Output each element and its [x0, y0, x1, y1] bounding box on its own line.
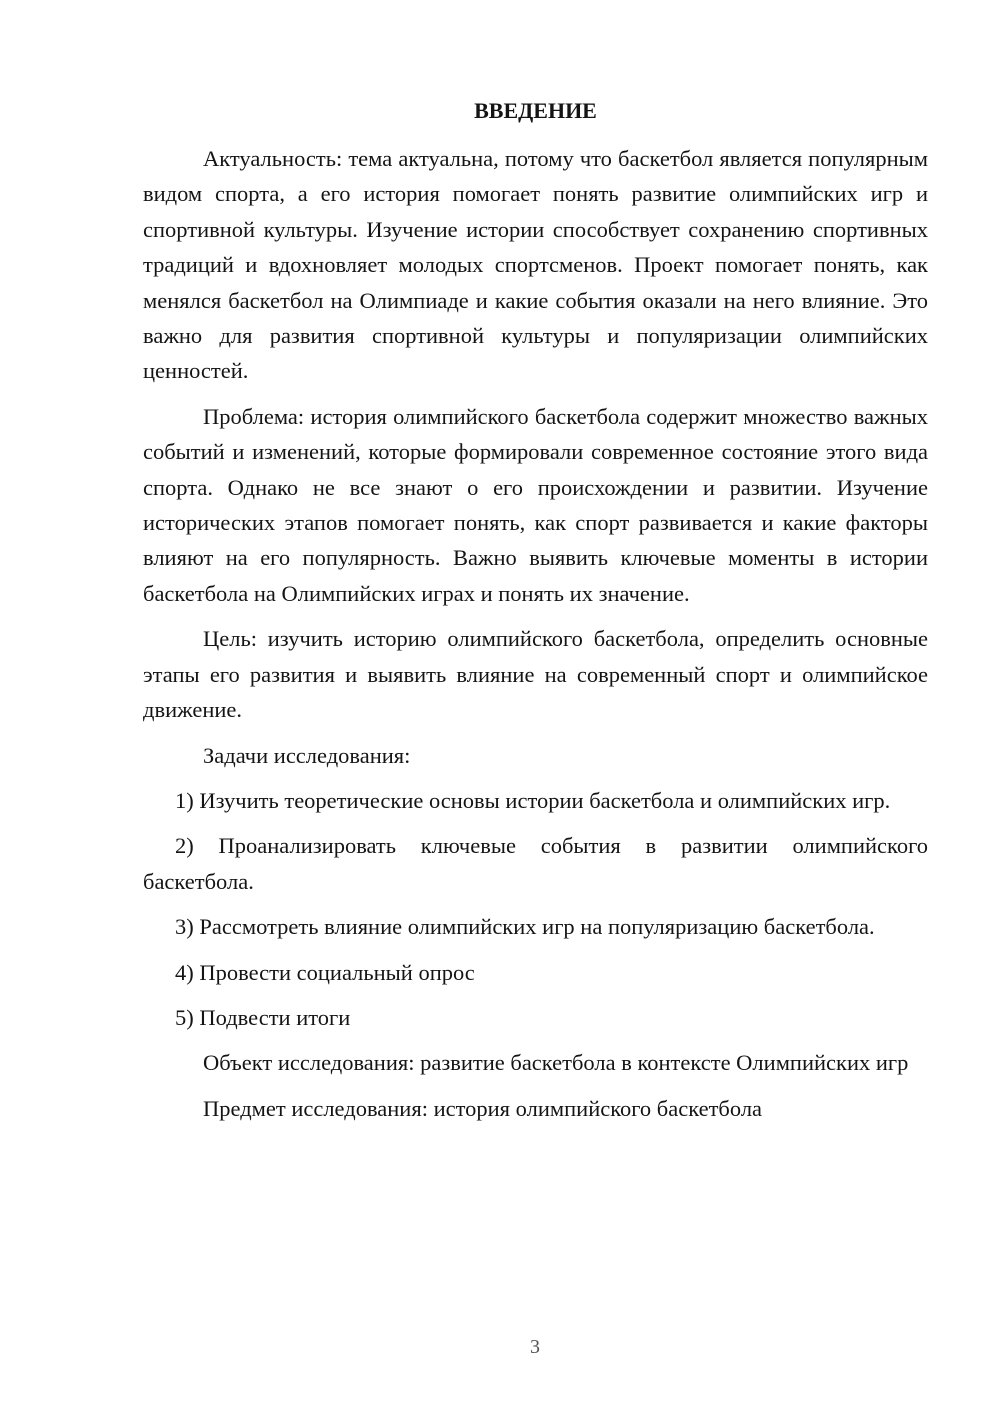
page-number: 3: [530, 1336, 540, 1358]
tasks-title: Задачи исследования:: [203, 742, 411, 768]
paragraph-relevance: Актуальность: тема актуальна, потому что баскетбол является популярным видом спорта, а его история помогает понять развитие олимпийских игр и спортивной культуры. Изучение истории способствует сохранению спортивных традиций и вдохновляет молодых спортсменов. Проект помогает понять, как менялся баскетбол на Олимпиаде и какие события оказали на него влияние. Это важно для развития спортивной культуры и популяризации олимпийских ценностей.: [143, 146, 928, 384]
task-item-5: 5) Подвести итоги: [175, 1004, 351, 1030]
task-item-4: 4) Провести социальный опрос: [175, 959, 475, 985]
paragraph-problem: Проблема: история олимпийского баскетбола содержит множество важных событий и изменений, которые формировали современное состояние этого вида спорта. Однако не все знают о его происхождении и развитии. Изучение исторических этапов помогает понять, как спорт развивается и какие факторы влияют на его популярность. Важно выявить ключевые моменты в истории баскетбола на Олимпийских играх и понять их значение.: [143, 403, 928, 606]
research-object: Объект исследования: развитие баскетбола в контексте Олимпийских игр: [203, 1050, 909, 1076]
task-item-3: 3) Рассмотреть влияние олимпийских игр на популяризацию баскетбола.: [175, 914, 875, 940]
task-item-1: 1) Изучить теоретические основы истории баскетбола и олимпийских игр.: [175, 787, 891, 813]
paragraph-goal: Цель: изучить историю олимпийского баскетбола, определить основные этапы его развития и выявить влияние на современный спорт и олимпийское движение.: [143, 626, 928, 723]
page-title: ВВЕДЕНИЕ: [474, 98, 597, 123]
research-subject: Предмет исследования: история олимпийского баскетбола: [203, 1095, 763, 1121]
task-item-2: 2) Проанализировать ключевые события в развитии олимпийского баскетбола.: [143, 833, 928, 894]
document-body: [143, 141, 928, 1136]
